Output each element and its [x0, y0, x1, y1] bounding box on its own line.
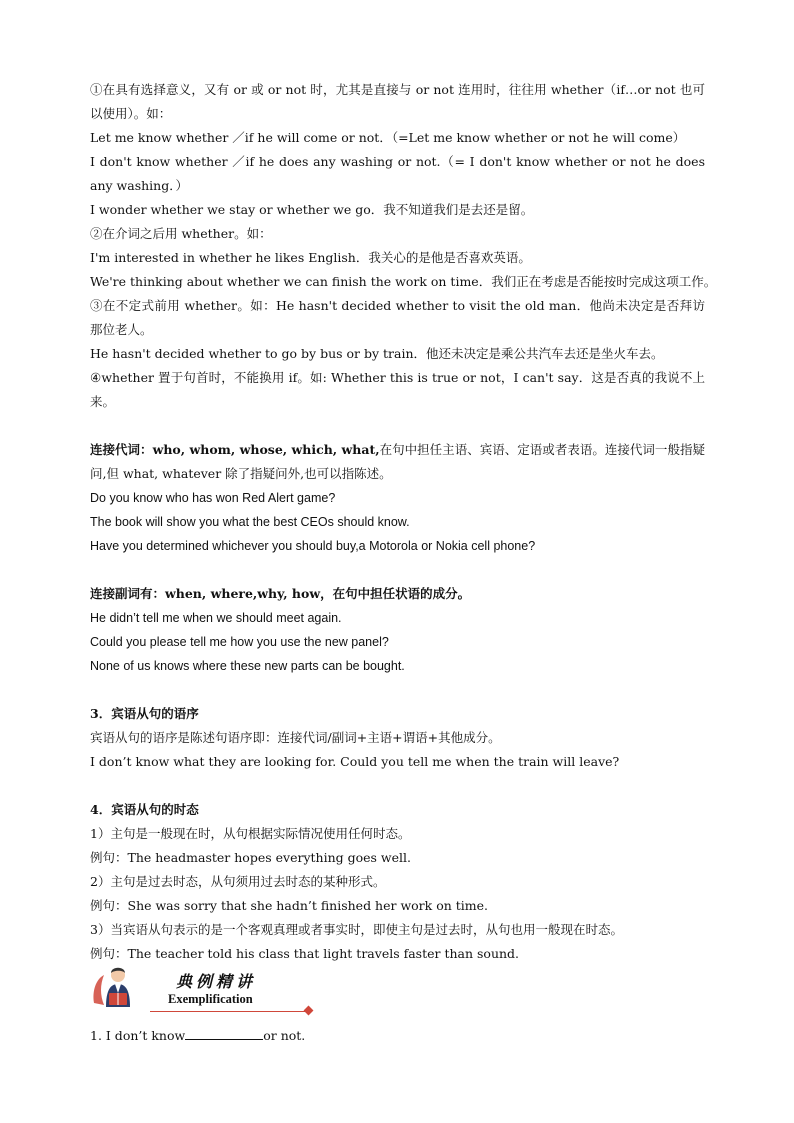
- question-1-stem: 1. I don’t know: [90, 1028, 186, 1043]
- rule-example: He hasn't decided whether to go by bus or by train．他还未决定是乘公共汽车去还是坐火车去。: [90, 346, 664, 361]
- conj-adverb-heading: 连接副词有：when, where,why, how，在句中担任状语的成分。: [90, 586, 471, 601]
- exemplification-banner: [90, 963, 320, 1015]
- section-4-line: 例句：The headmaster hopes everything goes well.: [90, 850, 411, 865]
- example-sentence: Do you know who has won Red Alert game?: [90, 491, 336, 505]
- banner-underline: [150, 1011, 310, 1012]
- rule-example: Let me know whether ／if he will come or not．（=Let me know whether or not he will come）: [90, 130, 686, 145]
- section-4-line: 3）当宾语从句表示的是一个客观真理或者事实时，即使主句是过去时，从句也用一般现在时态。: [90, 922, 623, 937]
- section-3-title: 3．宾语从句的语序: [90, 706, 199, 721]
- example-sentence: He didn’t tell me when we should meet again.: [90, 611, 342, 625]
- section-4-line: 1）主句是一般现在时，从句根据实际情况使用任何时态。: [90, 826, 411, 841]
- document-body: [90, 78, 717, 966]
- example-sentence: None of us knows where these new parts can be bought.: [90, 659, 405, 673]
- rule-4: ④whether 置于句首时，不能换用 if。如: Whether this is true or not，I can't say．这是否真的我说不上来。: [90, 370, 705, 409]
- example-sentence: Have you determined whichever you should buy,a Motorola or Nokia cell phone?: [90, 539, 536, 553]
- rule-1: ①在具有选择意义，又有 or 或 or not 时，尤其是直接与 or not 连用时，往往用 whether（if…or not 也可以使用）。如：: [90, 82, 705, 121]
- question-1: [90, 1024, 305, 1048]
- section-4-line: 例句：She was sorry that she hadn’t finished her work on time.: [90, 898, 488, 913]
- section-4-title: 4．宾语从句的时态: [90, 802, 199, 817]
- banner-title-en: Exemplification: [168, 992, 253, 1006]
- section-4-line: 2）主句是过去时态，从句须用过去时态的某种形式。: [90, 874, 386, 889]
- rule-2: ②在介词之后用 whether。如：: [90, 226, 272, 241]
- section-3-line: I don’t know what they are looking for. Could you tell me when the train will leave?: [90, 754, 620, 769]
- rule-example: I wonder whether we stay or whether we go．我不知道我们是去还是留。: [90, 202, 534, 217]
- banner-title-zh: 典例精讲: [176, 972, 257, 991]
- example-sentence: Could you please tell me how you use the new panel?: [90, 635, 389, 649]
- banner-diamond: [304, 1006, 314, 1016]
- conj-pronoun-text: 在句中担任主语、宾语、定语或者表语。连接代词一般指疑问,但 what, whatever 除了指疑问外,也可以指陈述。: [90, 442, 705, 481]
- answer-blank[interactable]: [185, 1025, 263, 1040]
- rule-example: We're thinking about whether we can finish the work on time．我们正在考虑是否能按时完成这项工作。: [90, 274, 717, 289]
- section-3-line: 宾语从句的语序是陈述句语序即：连接代词/副词+主语+谓语+其他成分。: [90, 730, 501, 745]
- section-4-line: 例句：The teacher told his class that light travels faster than sound.: [90, 946, 520, 961]
- rule-example: I don't know whether ／if he does any washing or not.（= I don't know whether or not he does any washing．）: [90, 154, 705, 193]
- conj-pronoun-paragraph: [90, 438, 705, 486]
- rule-example: I'm interested in whether he likes English．我关心的是他是否喜欢英语。: [90, 250, 531, 265]
- question-1-tail: or not.: [263, 1028, 306, 1043]
- rule-3: ③在不定式前用 whether。如：He hasn't decided whether to visit the old man．他尚未决定是否拜访那位老人。: [90, 298, 705, 337]
- teacher-icon: [90, 963, 148, 1015]
- conj-pronoun-heading: 连接代词：who, whom, whose, which, what,: [90, 442, 380, 457]
- example-sentence: The book will show you what the best CEOs should know.: [90, 515, 410, 529]
